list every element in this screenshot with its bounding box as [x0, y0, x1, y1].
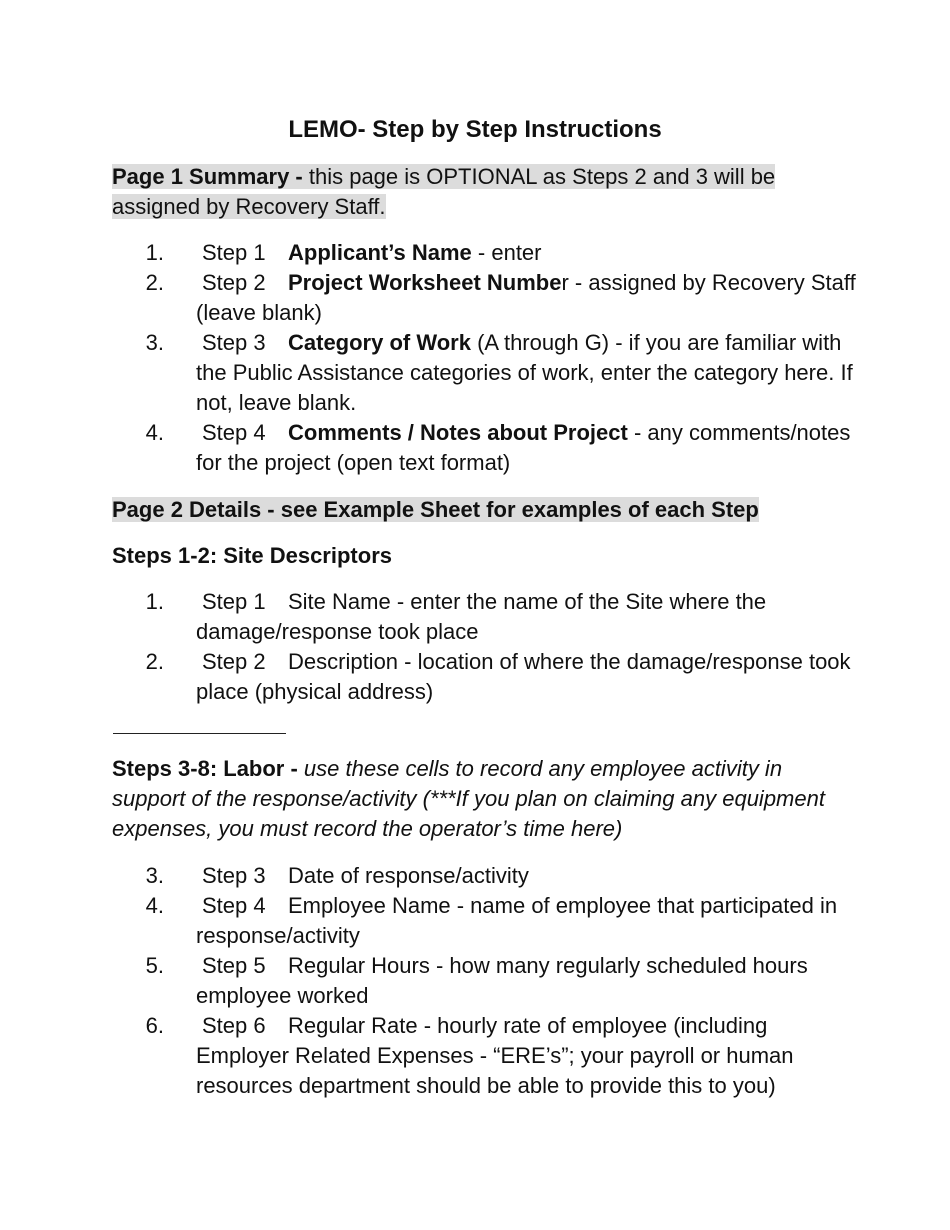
step-label: Step 2	[202, 649, 266, 674]
list-item	[140, 647, 860, 707]
site-descriptors-heading: Steps 1-2: Site Descriptors	[112, 543, 392, 568]
step-description: Regular Rate - hourly rate of employee (including Employer Related Expenses - “ERE’s”; your payroll or human resources department should be able to provide this to you)	[196, 1013, 794, 1098]
list-item	[140, 861, 860, 891]
item-number: 4.	[145, 893, 164, 918]
page1-steps-list	[140, 238, 860, 478]
item-number: 1.	[145, 589, 164, 614]
step-label: Step 4	[202, 420, 266, 445]
step-label: Step 3	[202, 330, 266, 355]
field-description: (A through G) - if you are familiar with the Public Assistance categories of work, enter the category here. If not, leave blank.	[196, 330, 853, 415]
page-title: LEMO- Step by Step Instructions	[288, 116, 662, 143]
step-description: Site Name - enter the name of the Site where the damage/response took place	[196, 589, 767, 644]
step-label: Step 1	[202, 240, 266, 265]
step-label: Step 2	[202, 270, 266, 295]
labor-heading: Steps 3-8: Labor -	[112, 756, 298, 781]
summary-text: this page is OPTIONAL as Steps 2 and 3 will be assigned by Recovery Staff.	[112, 164, 776, 219]
labor-note: use these cells to record any employee activity in support of the response/activity (***If you plan on claiming any equipment expenses, you must record the operator’s time here)	[112, 756, 825, 841]
step-label: Step 6	[202, 1013, 266, 1038]
item-number: 4.	[145, 420, 164, 445]
step-description: Date of response/activity	[288, 863, 529, 888]
field-name: Category of Work	[288, 330, 471, 355]
field-description: - any comments/notes for the project (open text format)	[196, 420, 851, 475]
item-number: 5.	[145, 953, 164, 978]
list-item	[140, 1011, 860, 1101]
list-item	[140, 951, 860, 1011]
field-name: Project Worksheet Numbe	[288, 270, 562, 295]
list-item	[140, 268, 860, 328]
page2-heading	[112, 495, 759, 525]
item-number: 3.	[145, 863, 164, 888]
item-number: 1.	[145, 240, 164, 265]
field-description: r - assigned by Recovery Staff (leave blank)	[196, 270, 856, 325]
labor-section-intro	[112, 754, 832, 844]
field-description: - enter	[471, 240, 542, 265]
field-name: Comments / Notes about Project	[288, 420, 628, 445]
item-number: 2.	[145, 649, 164, 674]
item-number: 2.	[145, 270, 164, 295]
list-item	[140, 587, 860, 647]
list-item	[140, 418, 860, 478]
page1-summary	[112, 162, 812, 222]
step-label: Step 4	[202, 893, 266, 918]
step-label: Step 1	[202, 589, 266, 614]
item-number: 3.	[145, 330, 164, 355]
step-label: Step 5	[202, 953, 266, 978]
step-description: Description - location of where the damage/response took place (physical address)	[196, 649, 851, 704]
summary-label: Page 1 Summary -	[112, 164, 303, 189]
field-name: Applicant’s Name	[288, 240, 472, 265]
step-description: Employee Name - name of employee that participated in response/activity	[196, 893, 838, 948]
page2-heading-text: Page 2 Details - see Example Sheet for examples of each Step	[112, 497, 759, 522]
site-steps-list	[140, 587, 860, 707]
step-label: Step 3	[202, 863, 266, 888]
list-item	[140, 328, 860, 418]
summary-highlight	[112, 164, 775, 219]
list-item	[140, 891, 860, 951]
list-item	[140, 238, 860, 268]
item-number: 6.	[145, 1013, 164, 1038]
footnote-divider	[113, 733, 286, 734]
labor-steps-list	[140, 861, 860, 1101]
step-description: Regular Hours - how many regularly scheduled hours employee worked	[196, 953, 808, 1008]
